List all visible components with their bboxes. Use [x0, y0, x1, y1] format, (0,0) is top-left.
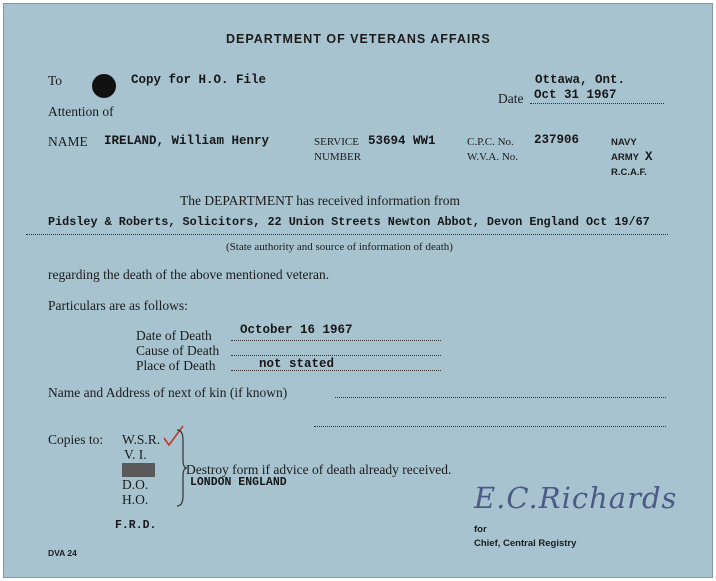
- next-of-kin-line-2: [314, 426, 666, 427]
- form-code: DVA 24: [48, 548, 77, 558]
- source-line: [26, 234, 668, 235]
- destination-value: LONDON ENGLAND: [190, 476, 287, 489]
- next-of-kin-label: Name and Address of next of kin (if known): [48, 385, 288, 400]
- copy-item-do: D.O.: [122, 477, 149, 492]
- city-value: Ottawa, Ont.: [535, 73, 626, 87]
- rcaf-label: R.C.A.F.: [611, 167, 647, 178]
- next-of-kin-line-1: [335, 397, 666, 398]
- attention-label: Attention of: [48, 104, 114, 119]
- navy-label: NAVY: [611, 137, 637, 148]
- source-caption: (State authority and source of information of death): [226, 241, 453, 253]
- registry-title: Chief, Central Registry: [474, 538, 577, 549]
- regarding-text: regarding the death of the above mentioned veteran.: [48, 267, 330, 282]
- source-value: Pidsley & Roberts, Solicitors, 22 Union Streets Newton Abbot, Devon England Oct 19/67: [48, 215, 650, 229]
- name-value: IRELAND, William Henry: [104, 134, 270, 148]
- punch-hole-icon: [92, 74, 116, 98]
- cause-of-death-label: Cause of Death: [136, 343, 220, 358]
- copy-item-vi: V. I.: [124, 447, 147, 462]
- destroy-note: Destroy form if advice of death already received.: [186, 462, 452, 477]
- copy-for-value: Copy for H.O. File: [131, 73, 267, 87]
- place-of-death-value: not stated: [259, 357, 335, 371]
- date-label: Date: [498, 91, 524, 106]
- date-of-death-value: October 16 1967: [240, 323, 353, 337]
- date-line: [530, 103, 664, 104]
- service-label: SERVICE: [314, 136, 359, 148]
- signature-handwritten: E.C.Richards: [474, 481, 678, 515]
- copy-item-wsr: W.S.R.: [122, 432, 161, 447]
- name-label: NAME: [48, 134, 88, 149]
- cpc-value: 237906: [534, 133, 580, 147]
- particulars-text: Particulars are as follows:: [48, 298, 188, 313]
- frd-label: F.R.D.: [115, 519, 157, 532]
- copy-item-ho: H.O.: [122, 492, 149, 507]
- army-label: ARMY: [611, 152, 639, 163]
- cause-of-death-line: [231, 355, 441, 356]
- received-text: The DEPARTMENT has received information from: [180, 193, 461, 208]
- copy-item-struck: P.A.X: [122, 462, 156, 477]
- wva-label: W.V.A. No.: [467, 151, 519, 163]
- army-mark: X: [645, 150, 653, 164]
- date-of-death-line: [231, 340, 441, 341]
- date-value: Oct 31 1967: [534, 88, 617, 102]
- place-of-death-label: Place of Death: [136, 358, 216, 373]
- for-label: for: [474, 524, 487, 535]
- to-label: To: [48, 73, 63, 88]
- death-notice-form: [3, 3, 713, 578]
- service-value: 53694 WW1: [368, 134, 436, 148]
- date-of-death-label: Date of Death: [136, 328, 212, 343]
- department-title: DEPARTMENT OF VETERANS AFFAIRS: [226, 32, 491, 46]
- number-label: NUMBER: [314, 151, 362, 163]
- place-of-death-line: [231, 370, 441, 371]
- cpc-label: C.P.C. No.: [467, 136, 514, 148]
- copies-label: Copies to:: [48, 432, 104, 447]
